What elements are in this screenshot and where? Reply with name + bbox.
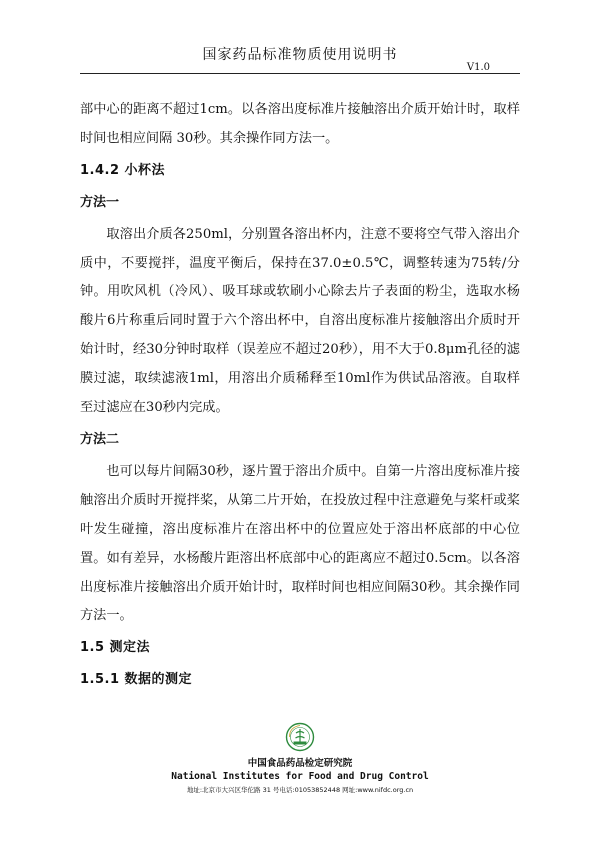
institute-address: 地址:北京市大兴区华佗路 31 号电话:01053852448 网址:www.nifdc.org.cn bbox=[186, 786, 414, 794]
paragraph-method-two: 也可以每片间隔30秒，逐片置于溶出介质中。自第一片溶出度标准片接触溶出介质时开搅拌桨，从第二片开始，在投放过程中注意避免与桨杆或桨叶发生碰撞，溶出度标准片在溶出杯中的位置应处于溶出杯底部的中心位置。如有差异，水杨酸片距溶出杯底部中心的距离应不超过0.5cm。以各溶出度标准片接触溶出介质开始计时，取样时间也相应间隔30秒。其余操作同方法一。 bbox=[80, 463, 520, 624]
document-title: 国家药品标准物质使用说明书 bbox=[202, 47, 398, 63]
institute-name-chinese: 中国食品药品检定研究院 bbox=[247, 758, 353, 769]
paragraph-method-one: 取溶出介质各250ml，分别置各溶出杯内，注意不要将空气带入溶出介质中，不要搅拌，温度平衡后，保持在37.0±0.5℃，调整转速为75转/分钟。用吹风机（冷风）、吸耳球或软刷小心除去片子表面的粉尘，选取水杨酸片6片称重后同时置于六个溶出杯中，自溶出度标准片接触溶出介质时开始计时，经30分钟时取样（误差应不超过20秒），用不大于0.8μm孔径的滤膜过滤，取续滤液1ml，用溶出介质稀释至10ml作为供试品溶液。自取样至过滤应在30秒内完成。 bbox=[80, 226, 520, 416]
institute-seal-icon bbox=[285, 722, 315, 752]
subheading-method-one: 方法一 bbox=[80, 194, 120, 210]
paragraph-continuation: 部中心的距离不超过1cm。以各溶出度标准片接触溶出介质开始计时，取样时间也相应间隔 30秒。其余操作同方法一。 bbox=[80, 102, 520, 146]
header-divider bbox=[80, 73, 520, 74]
subheading-method-two: 方法二 bbox=[80, 431, 120, 447]
document-body bbox=[80, 96, 520, 695]
version-label: V1.0 bbox=[466, 62, 490, 73]
section-heading-1-4-2: 1.4.2 小杯法 bbox=[80, 162, 166, 178]
section-heading-1-5-1: 1.5.1 数据的测定 bbox=[80, 672, 193, 688]
institute-name-english: National Institutes for Food and Drug Control bbox=[171, 771, 429, 782]
section-heading-1-5: 1.5 测定法 bbox=[80, 640, 151, 656]
page-footer bbox=[0, 722, 600, 794]
